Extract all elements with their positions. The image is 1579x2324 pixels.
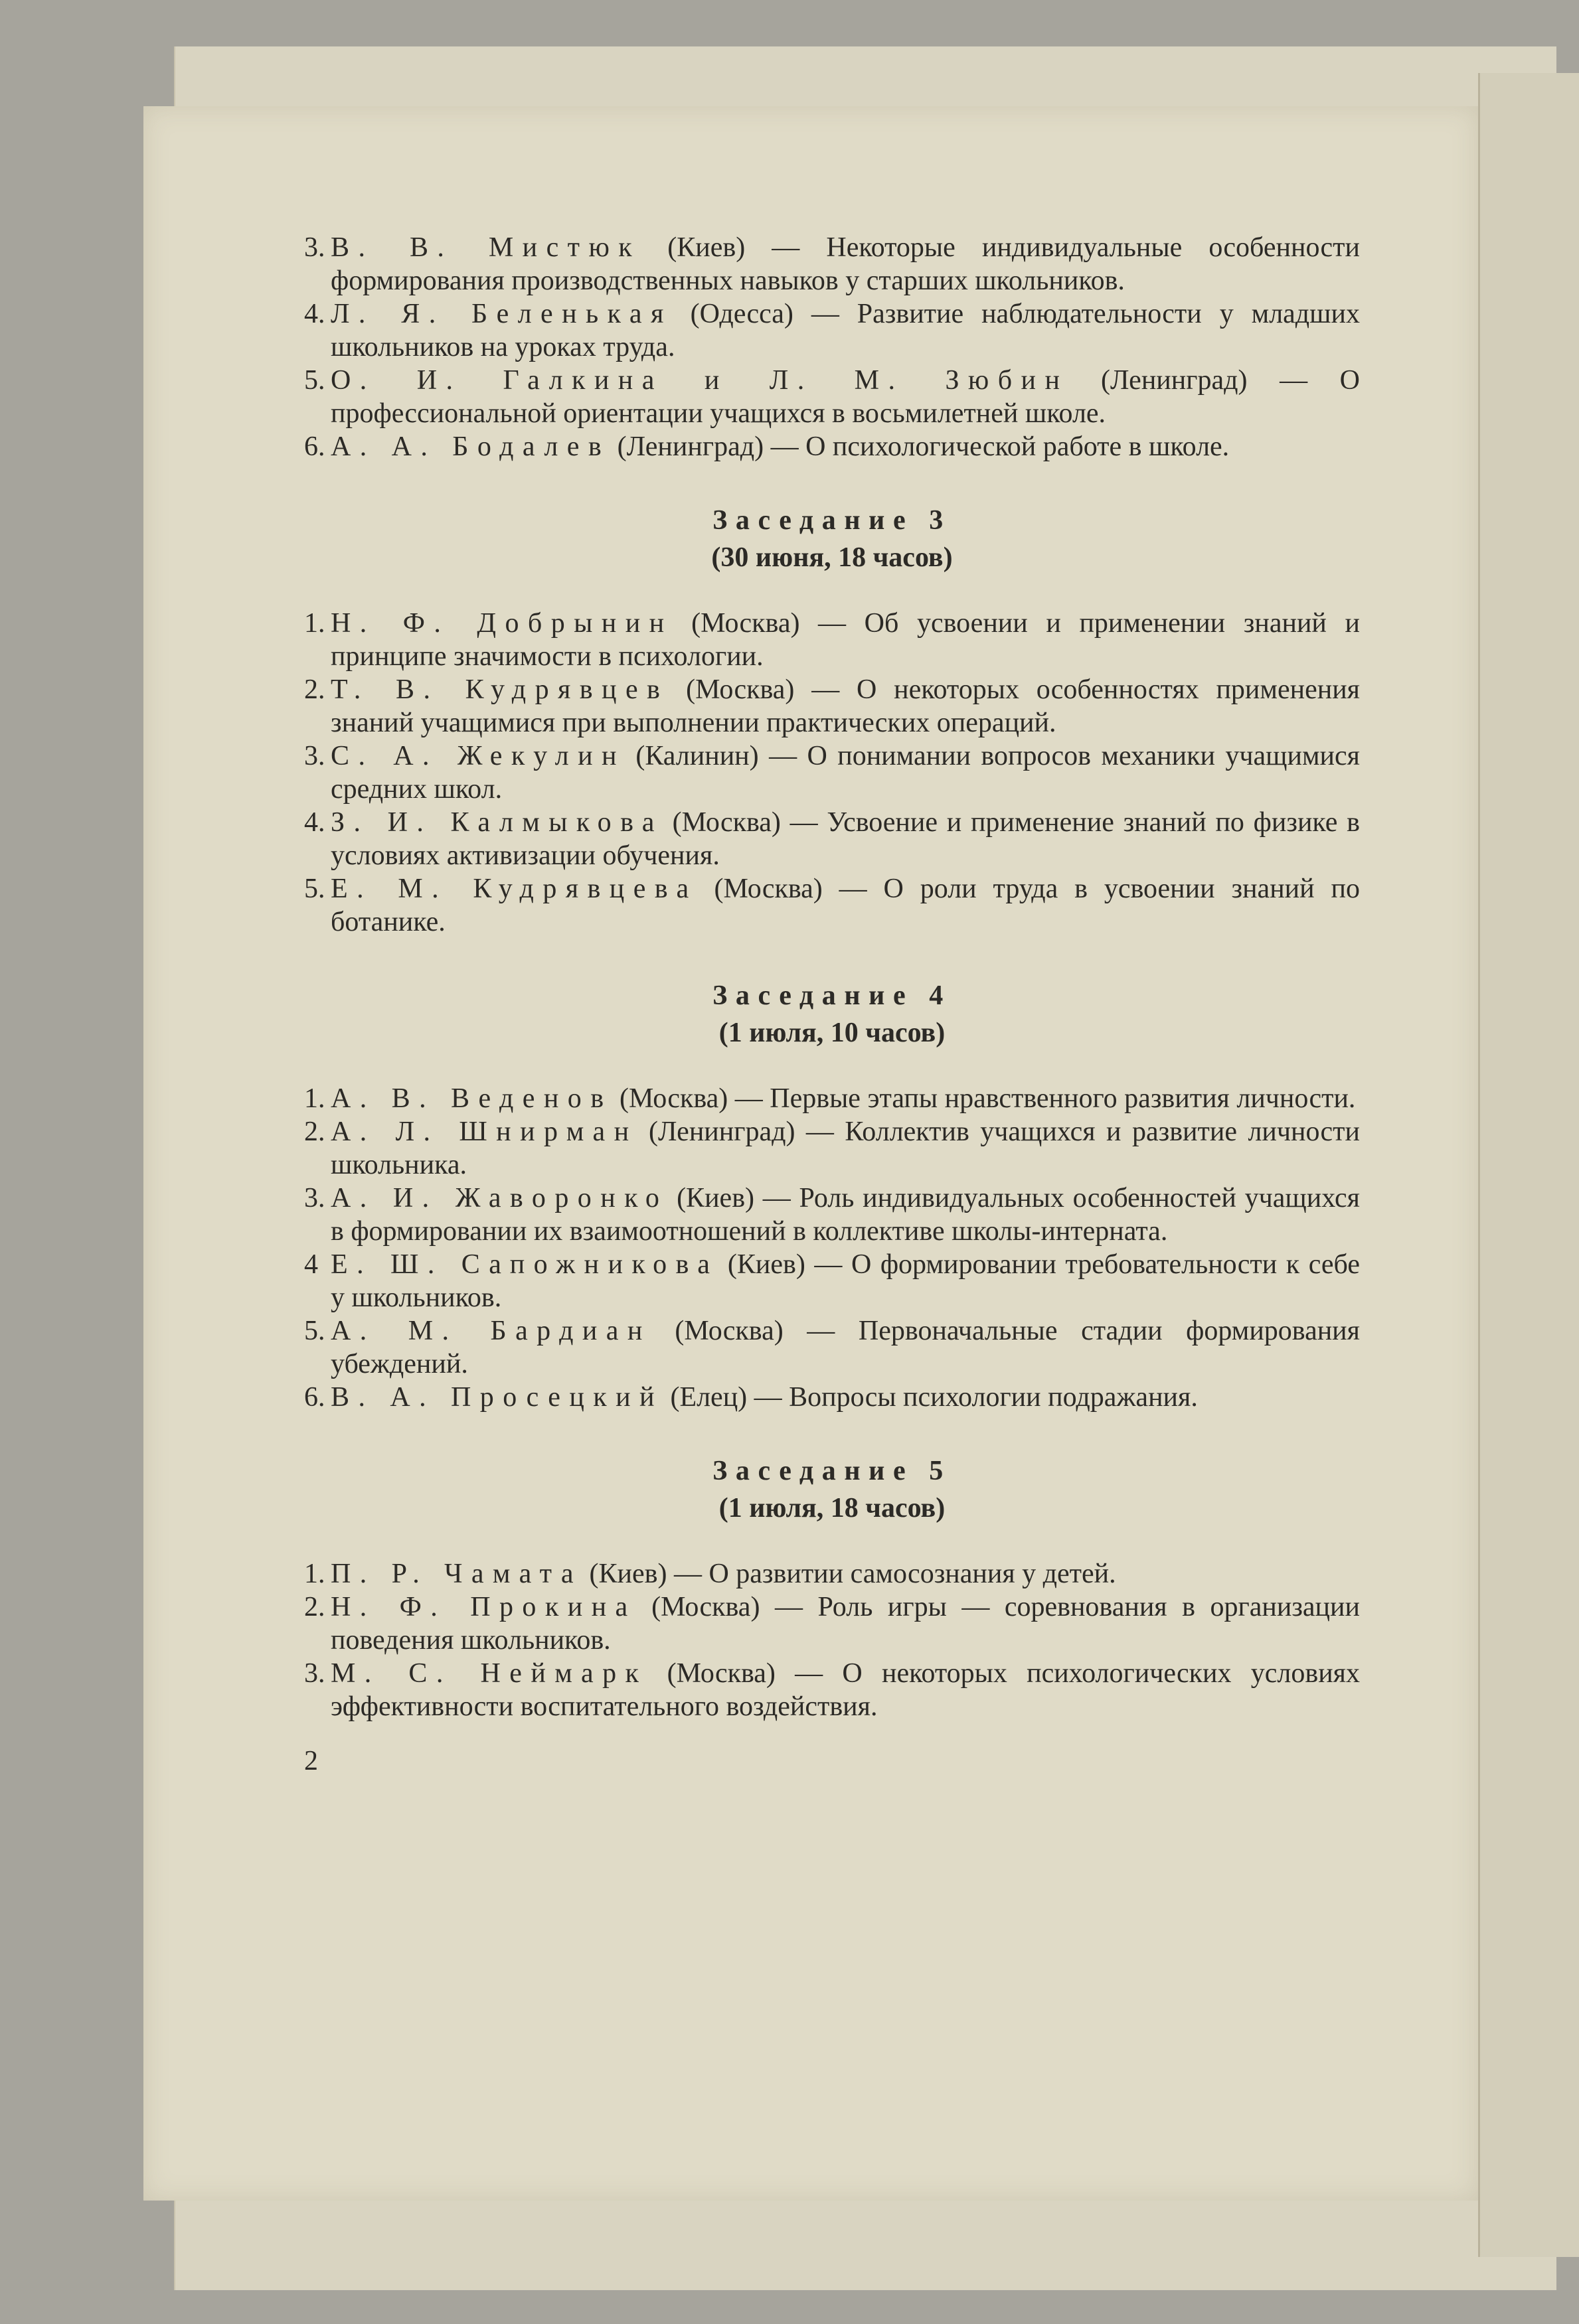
list-item	[304, 1248, 1360, 1314]
author-name: В. В. Мистюк	[331, 232, 641, 263]
author-name: Е. Ш. Сапожникова	[331, 1249, 719, 1280]
item-number: 3.	[304, 232, 325, 263]
list-item	[304, 607, 1360, 673]
author-name: Н. Ф. Прокина	[331, 1592, 637, 1622]
author-name: А. А. Бодалев	[331, 431, 611, 462]
item-number: 6.	[304, 431, 325, 462]
item-body	[331, 430, 1360, 463]
item-body	[331, 673, 1360, 739]
report-title: (Ленинград) — Коллектив учащихся и развитие личности школьника.	[331, 1117, 1361, 1180]
session-4	[304, 977, 1360, 1414]
list-item	[304, 806, 1360, 872]
item-number: 2.	[304, 1117, 325, 1147]
report-title: (Москва) — О некоторых психологических условиях эффективности воспитательного воздействия.	[331, 1658, 1360, 1722]
list-item	[304, 673, 1360, 739]
item-number: 3.	[304, 1183, 325, 1213]
report-title: (Москва) — Первые этапы нравственного развития личности.	[612, 1083, 1356, 1114]
list-item	[304, 1314, 1360, 1381]
item-number: 5.	[304, 1316, 325, 1346]
session-title	[304, 1452, 1360, 1490]
item-number: 2.	[304, 1592, 325, 1622]
list-item	[304, 430, 1360, 463]
session-title	[304, 977, 1360, 1014]
author-name: Л. Я. Беленькая	[331, 299, 673, 329]
session-title-text: Заседание 5	[712, 1456, 952, 1486]
author-name: П. Р. Чамата	[331, 1559, 583, 1589]
item-body	[331, 872, 1360, 939]
item-body	[331, 1314, 1360, 1381]
author-name: С. А. Жекулин	[331, 741, 625, 771]
item-number: 1.	[304, 608, 325, 639]
report-title: (Москва) — Первоначальные стадии формирования убеждений.	[331, 1316, 1360, 1379]
item-body	[331, 1082, 1360, 1115]
report-title: (Калинин) — О понимании вопросов механики учащимися средних школ.	[331, 741, 1360, 805]
item-number: 4.	[304, 807, 325, 838]
report-title: (Москва) — Усвоение и применение знаний по физике в условиях активизации обучения.	[331, 807, 1360, 871]
session-time: (30 июня, 18 часов)	[711, 542, 953, 573]
item-body	[331, 1182, 1360, 1248]
report-title: (Москва) — Об усвоении и применении знаний и принципе значимости в психологии.	[331, 608, 1360, 672]
item-body	[331, 231, 1360, 297]
report-title: (Москва) — О некоторых особенностях применения знаний учащимися при выполнении практических операций.	[331, 674, 1360, 738]
session-time: (1 июля, 18 часов)	[718, 1493, 946, 1523]
item-number: 1.	[304, 1559, 325, 1589]
item-body	[331, 1557, 1360, 1590]
author-name: А. И. Жаворонко	[331, 1183, 669, 1213]
list-item	[304, 1557, 1360, 1590]
list-item	[304, 297, 1360, 364]
item-number: 3.	[304, 1658, 325, 1689]
continued-session-list	[304, 231, 1360, 463]
session-title	[304, 502, 1360, 539]
report-title: (Москва) — О роли труда в усвоении знаний по ботанике.	[331, 874, 1360, 937]
item-body	[331, 607, 1360, 673]
author-name: З. И. Калмыкова	[331, 807, 663, 838]
item-number: 3.	[304, 741, 325, 771]
item-body	[331, 364, 1360, 430]
list-item	[304, 231, 1360, 297]
list-item	[304, 1657, 1360, 1723]
report-title: (Ленинград) — О профессиональной ориентации учащихся в восьмилетней школе.	[331, 365, 1360, 429]
item-body	[331, 1657, 1360, 1723]
item-body	[331, 1248, 1360, 1314]
item-body	[331, 1590, 1360, 1657]
facing-page-edge	[1478, 73, 1579, 2257]
item-number: 6.	[304, 1382, 325, 1413]
author-name: О. И. Галкина и Л. М. Зюбин	[331, 365, 1069, 396]
author-name: А. М. Бардиан	[331, 1316, 651, 1346]
list-item	[304, 1082, 1360, 1115]
author-name: Н. Ф. Добрынин	[331, 608, 673, 639]
session-title-text: Заседание 3	[712, 505, 952, 536]
item-body	[331, 739, 1360, 806]
author-name: В. А. Просецкий	[331, 1382, 663, 1413]
author-name: Е. М. Кудрявцева	[331, 874, 698, 904]
author-name: Т. В. Кудрявцев	[331, 674, 669, 705]
session-time: (1 июля, 10 часов)	[718, 1018, 946, 1048]
item-number: 5.	[304, 874, 325, 904]
report-title: (Киев) — О развитии самосознания у детей.	[582, 1559, 1116, 1589]
list-item	[304, 739, 1360, 806]
session-3	[304, 502, 1360, 939]
item-body	[331, 1381, 1360, 1414]
session-title-text: Заседание 4	[712, 980, 952, 1011]
item-number: 4.	[304, 299, 325, 329]
report-title: (Киев) — Роль индивидуальных особенностей учащихся в формировании их взаимоотношений в коллективе школы-интерната.	[331, 1183, 1360, 1247]
session-5	[304, 1452, 1360, 1723]
report-title: (Елец) — Вопросы психологии подражания.	[663, 1382, 1198, 1413]
item-body	[331, 297, 1360, 364]
author-name: М. С. Неймарк	[331, 1658, 648, 1689]
item-number: 2.	[304, 674, 325, 705]
report-title: (Москва) — Роль игры — соревнования в организации поведения школьников.	[331, 1592, 1360, 1656]
list-item	[304, 872, 1360, 939]
page-number: 2	[304, 1746, 318, 1776]
item-body	[331, 806, 1360, 872]
item-number: 4	[304, 1249, 318, 1280]
item-number: 1.	[304, 1083, 325, 1114]
page-content	[304, 231, 1360, 1778]
item-number: 5.	[304, 365, 325, 396]
item-body	[331, 1115, 1360, 1182]
list-item	[304, 1590, 1360, 1657]
report-title: (Киев) — О формировании требовательности к себе у школьников.	[331, 1249, 1360, 1313]
report-title: (Одесса) — Развитие наблюдательности у младших школьников на уроках труда.	[331, 299, 1360, 362]
list-item	[304, 1182, 1360, 1248]
report-title: (Ленинград) — О психологической работе в школе.	[610, 431, 1230, 462]
author-name: А. В. Веденов	[331, 1083, 613, 1114]
list-item	[304, 1381, 1360, 1414]
list-item	[304, 1115, 1360, 1182]
list-item	[304, 364, 1360, 430]
report-title: (Киев) — Некоторые индивидуальные особенности формирования производственных навыков у старших школьников.	[331, 232, 1360, 296]
author-name: А. Л. Шнирман	[331, 1117, 638, 1147]
